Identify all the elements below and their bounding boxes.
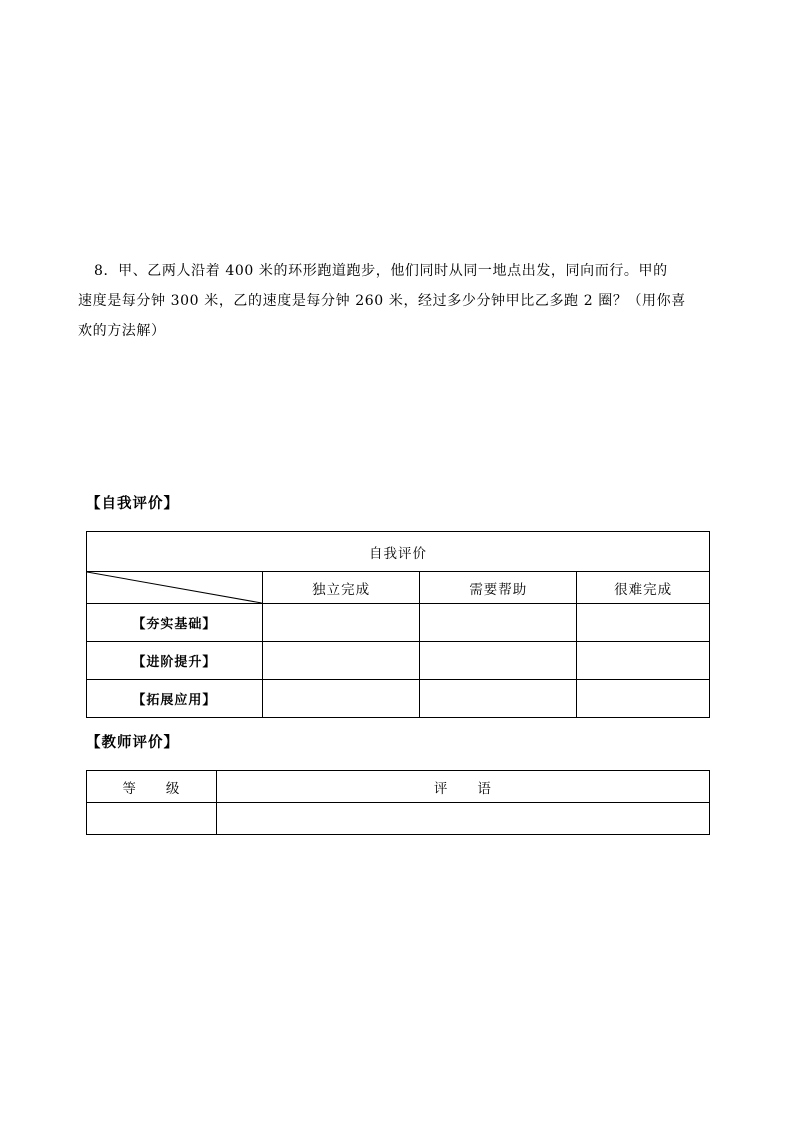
self-evaluation-table xyxy=(86,531,710,718)
evaluation-cell[interactable] xyxy=(577,642,710,680)
evaluation-cell[interactable] xyxy=(577,604,710,642)
grade-cell[interactable] xyxy=(87,803,217,835)
problem-line: 速度是每分钟 300 米，乙的速度是每分钟 260 米，经过多少分钟甲比乙多跑 2 圈？（用你喜 xyxy=(78,293,686,309)
evaluation-cell[interactable] xyxy=(420,642,577,680)
grade-header: 等 级 xyxy=(87,771,217,803)
evaluation-cell[interactable] xyxy=(262,642,420,680)
evaluation-cell[interactable] xyxy=(262,604,420,642)
self-evaluation-heading: 【自我评价】 xyxy=(86,496,179,512)
problem-8 xyxy=(78,256,718,346)
diagonal-line xyxy=(87,572,262,603)
column-header-difficult: 很难完成 xyxy=(577,572,710,604)
column-header-independent: 独立完成 xyxy=(262,572,420,604)
row-label-basic: 【夯实基础】 xyxy=(87,604,263,642)
comment-header: 评 语 xyxy=(216,771,709,803)
teacher-evaluation-table xyxy=(86,770,710,835)
row-label-advanced: 【进阶提升】 xyxy=(87,642,263,680)
comment-cell[interactable] xyxy=(216,803,709,835)
problem-line: 欢的方法解） xyxy=(78,323,166,339)
diagonal-header-cell xyxy=(87,572,263,604)
evaluation-cell[interactable] xyxy=(577,680,710,718)
row-label-extension: 【拓展应用】 xyxy=(87,680,263,718)
teacher-evaluation-heading: 【教师评价】 xyxy=(86,735,179,751)
self-evaluation-table-title: 自我评价 xyxy=(87,532,710,572)
evaluation-cell[interactable] xyxy=(420,680,577,718)
evaluation-cell[interactable] xyxy=(262,680,420,718)
problem-line: 8．甲、乙两人沿着 400 米的环形跑道跑步，他们同时从同一地点出发，同向而行。甲的 xyxy=(94,263,668,279)
column-header-need-help: 需要帮助 xyxy=(420,572,577,604)
evaluation-cell[interactable] xyxy=(420,604,577,642)
